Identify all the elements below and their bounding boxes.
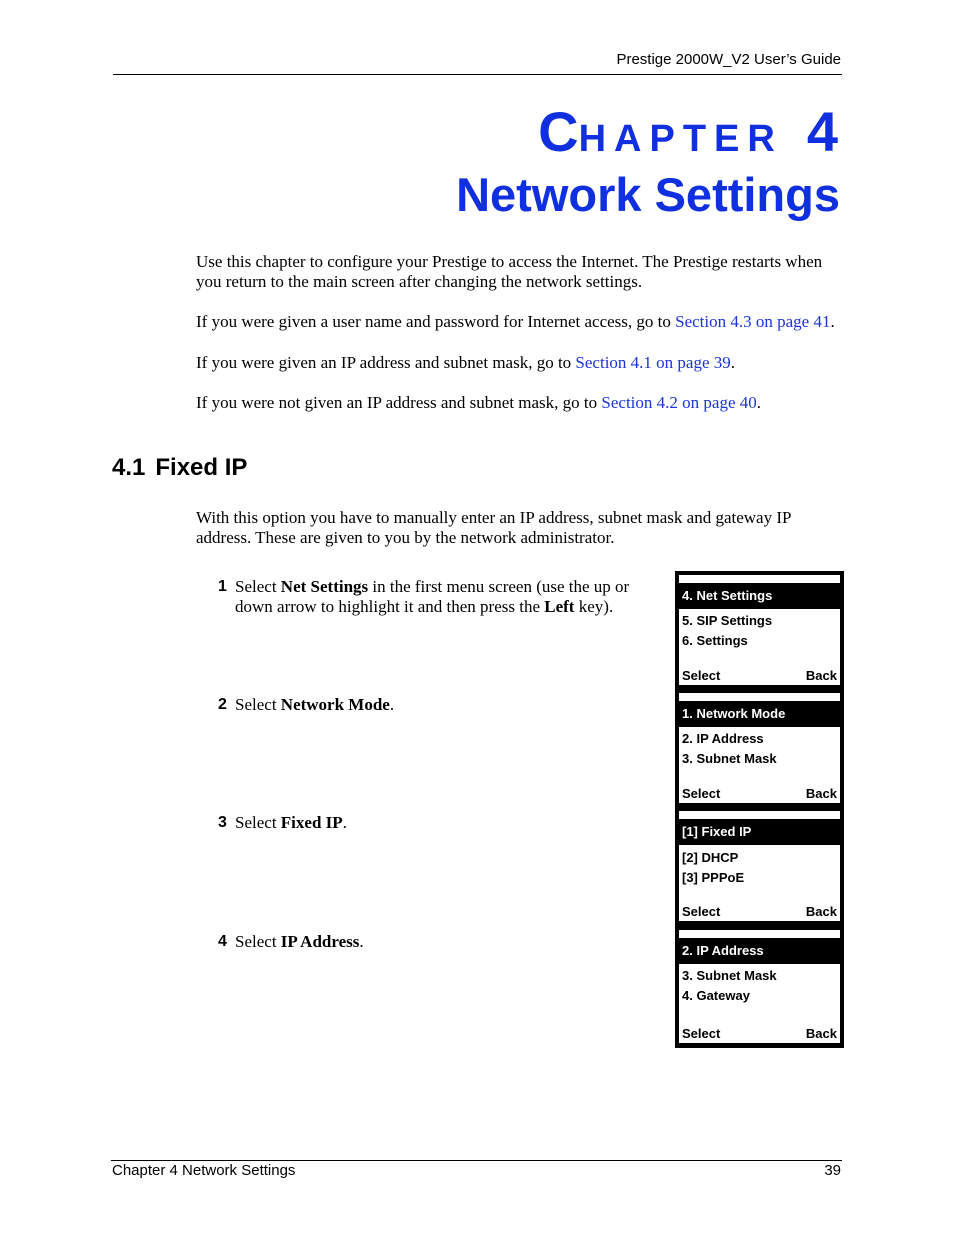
step-1-mid: in the first menu screen (use the up or down arrow to highlight it and then press the <box>235 577 630 616</box>
section-number: 4.1 <box>112 454 146 481</box>
header-rule <box>113 74 842 75</box>
step-4-pre: Select <box>235 932 281 951</box>
step-3-pre: Select <box>235 813 281 832</box>
footer-chapter-ref: Chapter 4 Network Settings <box>112 1162 296 1179</box>
lcd-4-back-softkey[interactable]: Back <box>805 1026 837 1041</box>
step-3-post: . <box>342 813 347 832</box>
footer-page-number: 39 <box>824 1162 841 1179</box>
intro-p2-end: . <box>830 312 835 331</box>
running-header: Prestige 2000W_V2 User’s Guide <box>616 51 841 68</box>
lcd-4-highlighted-item[interactable]: 2. IP Address <box>679 938 840 964</box>
lcd-3-select-softkey[interactable]: Select <box>682 904 721 919</box>
step-2-number: 2 <box>218 696 227 713</box>
lcd-2-item-1[interactable]: 2. IP Address <box>682 731 764 746</box>
lcd-2-back-softkey[interactable]: Back <box>805 786 837 801</box>
step-3-text <box>235 813 678 833</box>
step-1-bold2: Left <box>544 597 575 616</box>
section-title: Fixed IP <box>155 454 248 481</box>
step-3-bold: Fixed IP <box>280 813 343 832</box>
step-1-bold: Net Settings <box>280 577 369 596</box>
intro-p2-text: If you were given a user name and password for Internet access, go to <box>196 312 676 331</box>
lcd-1-highlighted-item[interactable]: 4. Net Settings <box>679 583 840 609</box>
step-1-number: 1 <box>218 578 227 595</box>
lcd-2-select-softkey[interactable]: Select <box>682 786 721 801</box>
chapter-label-initial: C <box>538 100 579 163</box>
intro-p3-text: If you were given an IP address and subnet mask, go to <box>196 353 576 372</box>
step-2-pre: Select <box>235 695 281 714</box>
step-2-post: . <box>389 695 395 714</box>
lcd-screen-2 <box>679 693 840 803</box>
section-intro: With this option you have to manually enter an IP address, subnet mask and gateway IP address. These are given to you by the network administrator. <box>196 508 791 547</box>
intro-paragraph-3 <box>196 353 846 373</box>
lcd-1-item-2[interactable]: 6. Settings <box>682 633 748 648</box>
step-3 <box>218 813 678 833</box>
lcd-1-back-softkey[interactable]: Back <box>805 668 837 683</box>
step-4-post: . <box>359 932 364 951</box>
lcd-3-highlighted-item[interactable]: [1] Fixed IP <box>679 819 840 845</box>
chapter-number: 4 <box>806 100 838 163</box>
intro-paragraph-2 <box>196 312 846 332</box>
intro-p4-text: If you were not given an IP address and subnet mask, go to <box>196 393 602 412</box>
step-4-number: 4 <box>218 933 227 950</box>
section-4-3-link[interactable]: Section 4.3 on page 41 <box>675 312 831 331</box>
lcd-screens-panel <box>675 571 844 1048</box>
chapter-label-rest: HAPTER <box>578 118 783 160</box>
step-4-bold: IP Address <box>280 932 360 951</box>
step-1 <box>218 577 670 617</box>
lcd-screen-3 <box>679 811 840 921</box>
step-4-text <box>235 932 678 952</box>
section-heading <box>112 454 247 482</box>
lcd-screen-1 <box>679 575 840 685</box>
lcd-1-item-1[interactable]: 5. SIP Settings <box>682 613 773 628</box>
step-2-bold: Network Mode <box>280 695 390 714</box>
intro-p3-end: . <box>730 353 736 372</box>
lcd-screen-4 <box>679 930 840 1043</box>
step-4 <box>218 932 678 952</box>
lcd-1-select-softkey[interactable]: Select <box>682 668 721 683</box>
chapter-title: Network Settings <box>456 168 840 221</box>
step-1-post: key). <box>574 597 614 616</box>
lcd-4-item-2[interactable]: 4. Gateway <box>682 988 750 1003</box>
step-2-text <box>235 695 678 715</box>
lcd-2-highlighted-item[interactable]: 1. Network Mode <box>679 701 840 727</box>
intro-paragraph-1: Use this chapter to configure your Prestige to access the Internet. The Prestige restarts when you return to the main screen after changing the network settings. <box>196 252 823 291</box>
lcd-2-item-2[interactable]: 3. Subnet Mask <box>682 751 777 766</box>
chapter-label <box>538 100 838 171</box>
footer-rule <box>111 1160 842 1161</box>
lcd-4-item-1[interactable]: 3. Subnet Mask <box>682 968 777 983</box>
intro-p4-end: . <box>756 393 761 412</box>
lcd-3-back-softkey[interactable]: Back <box>805 904 837 919</box>
step-1-pre: Select <box>235 577 281 596</box>
lcd-3-item-2[interactable]: [3] PPPoE <box>682 870 745 885</box>
lcd-4-select-softkey[interactable]: Select <box>682 1026 721 1041</box>
step-2 <box>218 695 678 715</box>
section-4-2-link[interactable]: Section 4.2 on page 40 <box>601 393 757 412</box>
step-1-text <box>235 577 670 617</box>
section-4-1-link[interactable]: Section 4.1 on page 39 <box>575 353 731 372</box>
lcd-3-item-1[interactable]: [2] DHCP <box>682 850 739 865</box>
step-3-number: 3 <box>218 814 227 831</box>
intro-paragraph-4 <box>196 393 846 413</box>
